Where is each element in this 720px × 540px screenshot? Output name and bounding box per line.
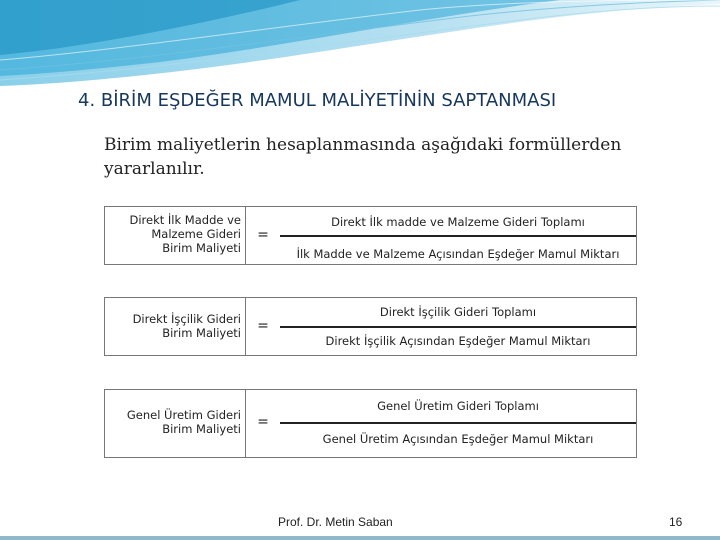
formula-numerator: Genel Üretim Gideri Toplamı [377,399,539,413]
formula-denominator: Genel Üretim Açısından Eşdeğer Mamul Miktarı [322,432,594,446]
fraction-bar [280,326,636,328]
formula-raw-material [104,206,637,265]
formula-denominator: İlk Madde ve Malzeme Açısından Eşdeğer Mamul Miktarı [296,247,620,261]
formula-direct-labor [104,297,637,356]
formula-overhead [104,389,637,458]
formula-lhs-label: Direkt İlk Madde ve Malzeme Gideri Birim Maliyeti [104,206,246,265]
formula-fraction [280,389,637,458]
formula-fraction [280,297,637,356]
formula-numerator: Direkt İlk madde ve Malzeme Gideri Toplamı [331,215,585,229]
formula-numerator: Direkt İşçilik Gideri Toplamı [379,305,537,319]
fraction-bar [280,422,636,424]
equals-sign: = [246,297,280,356]
formula-lhs-label: Direkt İşçilik Gideri Birim Maliyeti [104,297,246,356]
page-number: 16 [669,515,683,529]
intro-text: Birim maliyetlerin hesaplanmasında aşağıdaki formüllerden yararlanılır. [104,135,622,179]
fraction-bar [280,235,636,237]
header-wave-decoration [0,0,720,90]
formula-fraction [280,206,637,265]
footer-author: Prof. Dr. Metin Saban [278,515,393,529]
slide-title: 4. BİRİM EŞDEĞER MAMUL MALİYETİNİN SAPTANMASI [78,90,557,111]
bottom-rule [0,536,720,540]
formula-lhs-label: Genel Üretim Gideri Birim Maliyeti [104,389,246,458]
equals-sign: = [246,389,280,458]
equals-sign: = [246,206,280,265]
formula-denominator: Direkt İşçilik Açısından Eşdeğer Mamul Miktarı [325,334,591,348]
